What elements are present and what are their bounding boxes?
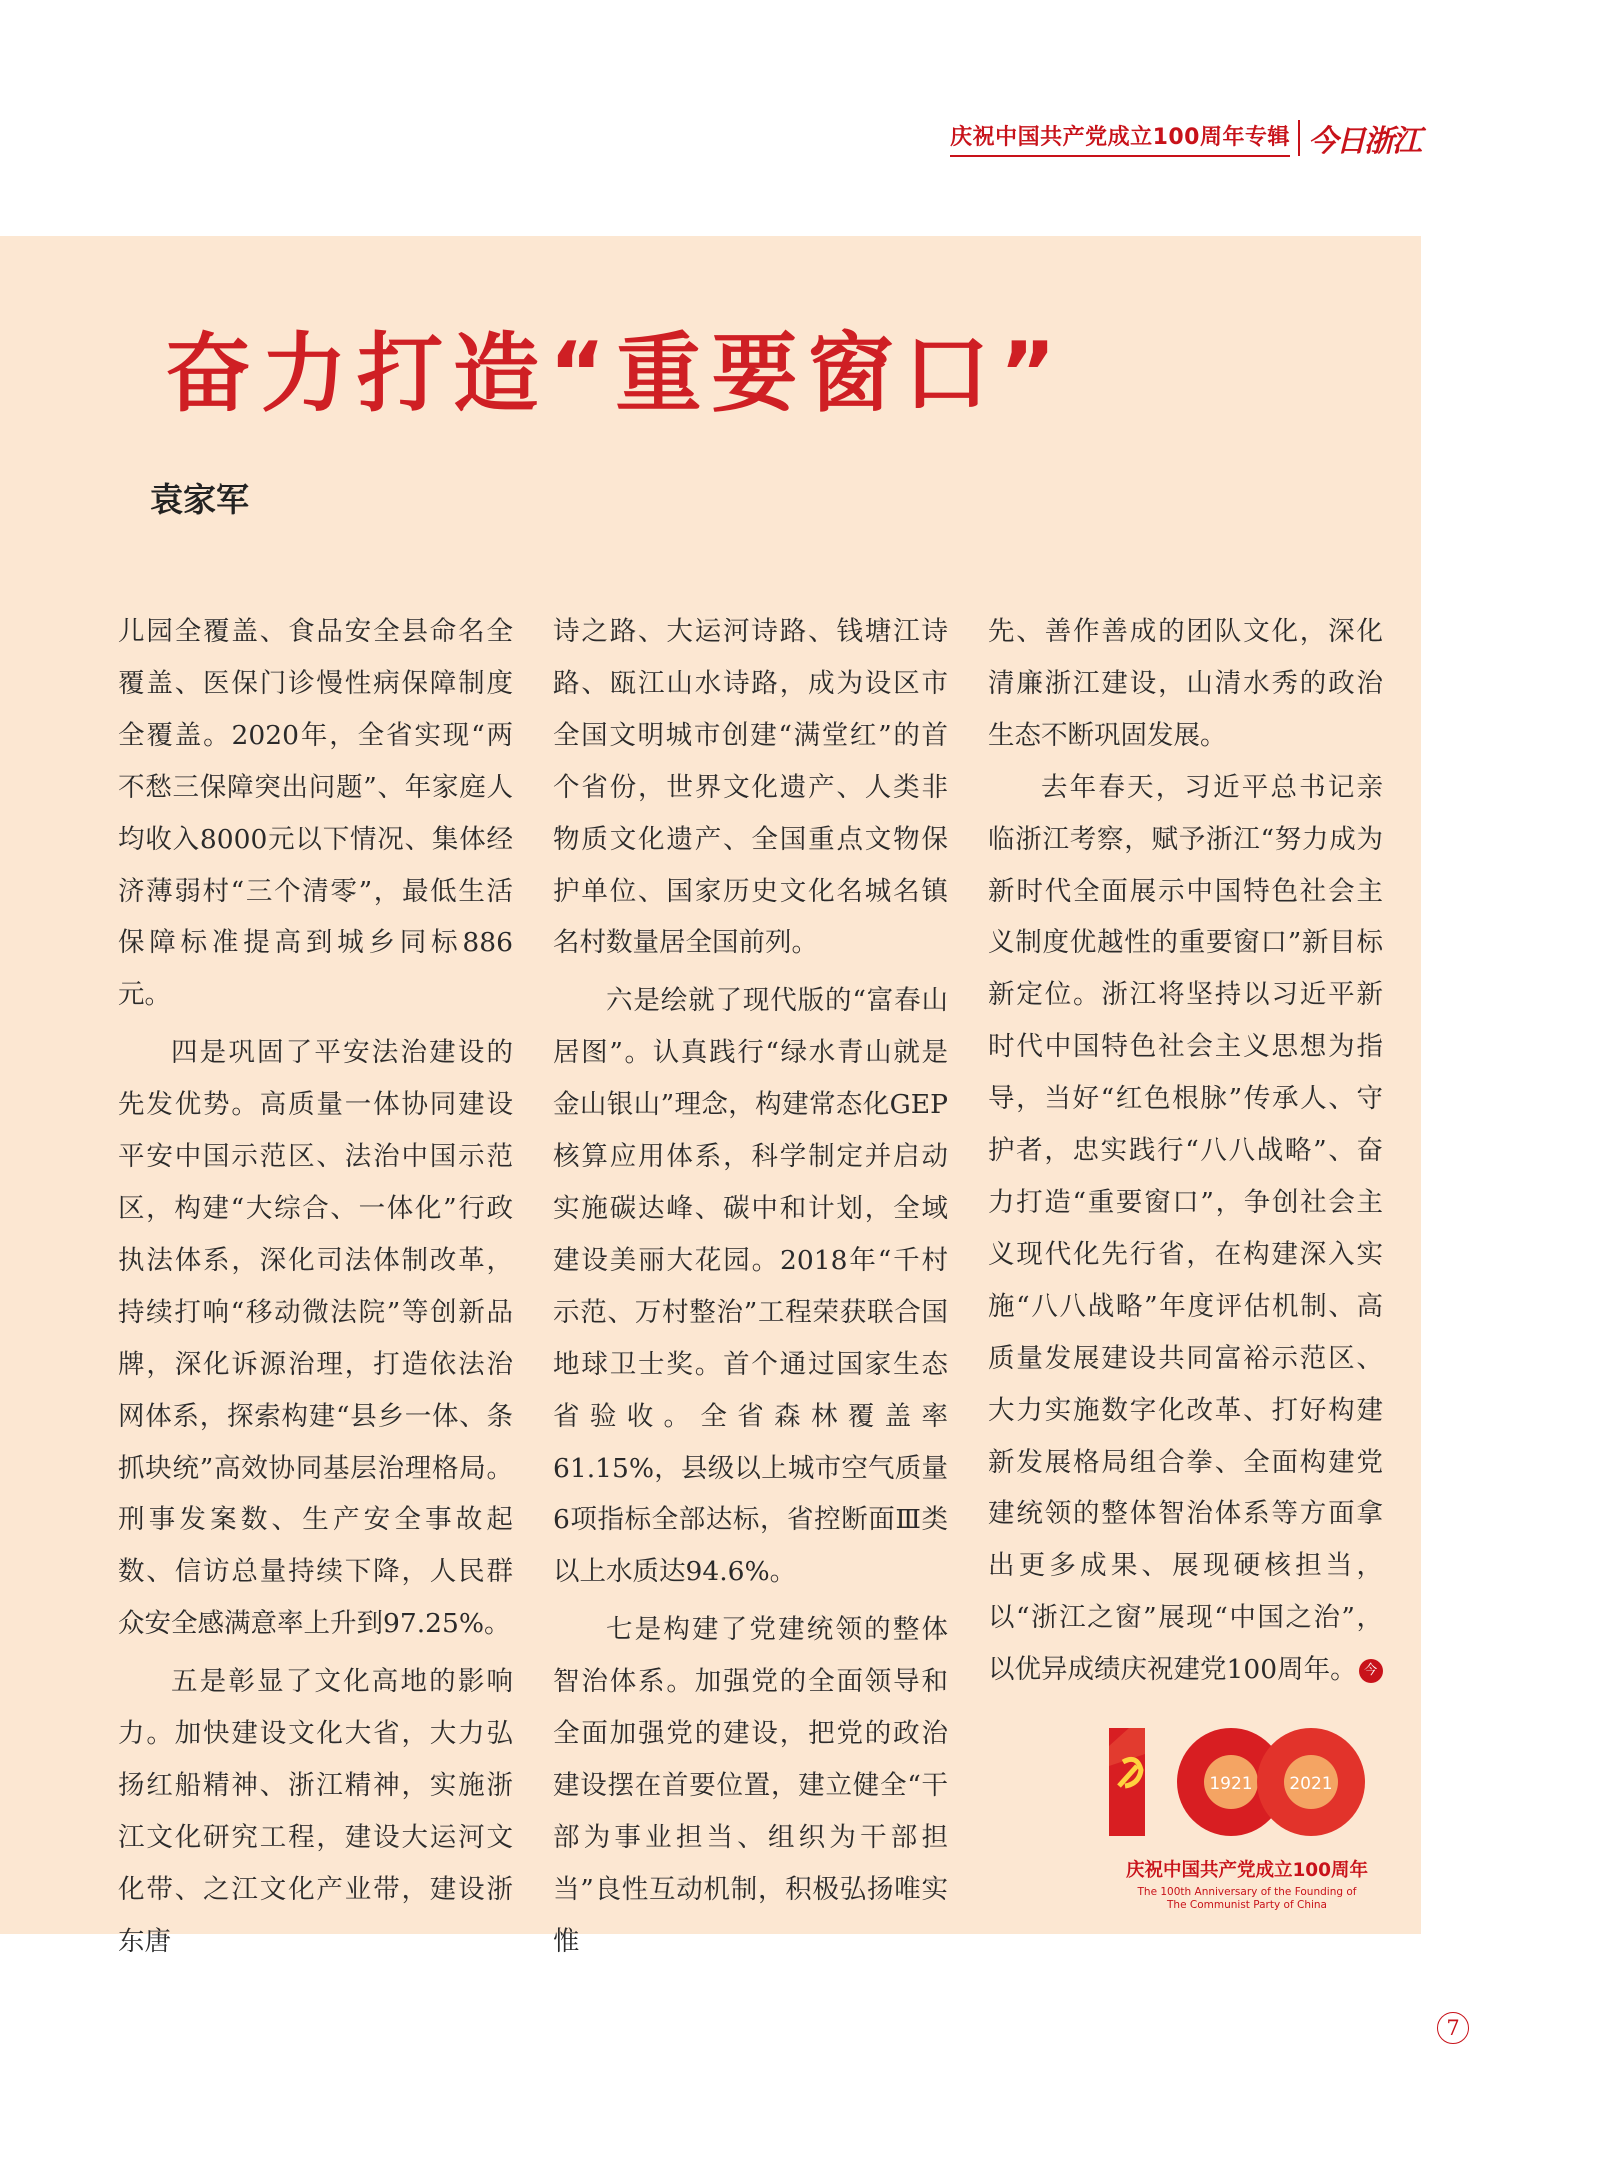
- paragraph: 诗之路、大运河诗路、钱塘江诗路、瓯江山水诗路，成为设区市全国文明城市创建“满堂红”的首个省份，世界文化遗产、人类非物质文化遗产、全国重点文物保护单位、国家历史文化名城名镇名村数量居全国前列。: [553, 616, 948, 959]
- paragraph: 六是绘就了现代版的“富春山居图”。认真践行“绿水青山就是金山银山”理念，构建常态化GEP核算应用体系，科学制定并启动实施碳达峰、碳中和计划，全域建设美丽大花园。2018年“千村示范、万村整治”工程荣获联合国地球卫士奖。首个通过国家生态省验收。全省森林覆盖率61.15%，县级以上城市空气质量6项指标全部达标，省控断面Ⅲ类以上水质达94.6%。: [553, 985, 948, 1588]
- emblem-title-en-line2: The Communist Party of China: [1167, 1899, 1327, 1911]
- emblem-title-cn: 庆祝中国共产党成立100周年: [1125, 1860, 1369, 1881]
- emblem-title-en-line1: The 100th Anniversary of the Founding of: [1137, 1886, 1357, 1898]
- text-column-1: [118, 606, 513, 1968]
- text-column-3: [988, 606, 1383, 1696]
- paragraph: 五是彰显了文化高地的影响力。加快建设文化大省，大力弘扬红船精神、浙江精神，实施浙江文化研究工程，建设大运河文化带、之江文化产业带，建设浙东唐: [118, 1666, 513, 1957]
- article-title: 奋力打造“重要窗口”: [165, 324, 1067, 424]
- paragraph: 先、善作善成的团队文化，深化清廉浙江建设，山清水秀的政治生态不断巩固发展。: [988, 616, 1383, 751]
- special-issue-label: 庆祝中国共产党成立100周年专辑: [950, 120, 1290, 157]
- article-author: 袁家军: [150, 480, 249, 519]
- centenary-100-logo: [1103, 1706, 1391, 1856]
- running-header: [950, 118, 1420, 158]
- paragraph-text: 去年春天，习近平总书记亲临浙江考察，赋予浙江“努力成为新时代全面展示中国特色社会主义制度优越性的重要窗口”新目标新定位。浙江将坚持以习近平新时代中国特色社会主义思想为指导，当好“红色根脉”传承人、守护者，忠实践行“八八战略”、奋力打造“重要窗口”，争创社会主义现代化先行省，在构建深入实施“八八战略”年度评估机制、高质量发展建设共同富裕示范区、大力实施数字化改革、打好构建新发展格局组合拳、全面构建党建统领的整体智治体系等方面拿出更多成果、展现硬核担当，以“浙江之窗”展现“中国之治”，以优异成绩庆祝建党100周年。: [988, 771, 1383, 1686]
- paragraph-final: [988, 762, 1383, 1696]
- end-mark-icon: 今: [1359, 1659, 1383, 1683]
- paragraph: 七是构建了党建统领的整体智治体系。加强党的全面领导和全面加强党的建设，把党的政治建设摆在首要位置，建立健全“干部为事业担当、组织为干部担当”良性互动机制，积极弘扬唯实惟: [553, 1614, 948, 1957]
- paragraph: 儿园全覆盖、食品安全县命名全覆盖、医保门诊慢性病保障制度全覆盖。2020年，全省实现“两不愁三保障突出问题”、年家庭人均收入8000元以下情况、集体经济薄弱村“三个清零”，最低生活保障标准提高到城乡同标886元。: [118, 616, 513, 1011]
- emblem-year-end: 2021: [1289, 1774, 1333, 1794]
- text-column-2: [553, 606, 948, 1968]
- paragraph: 四是巩固了平安法治建设的先发优势。高质量一体协同建设平安中国示范区、法治中国示范区，构建“大综合、一体化”行政执法体系，深化司法体制改革，持续打响“移动微法院”等创新品牌，深化诉源治理，打造依法治网体系，探索构建“县乡一体、条抓块统”高效协同基层治理格局。刑事发案数、生产安全事故起数、信访总量持续下降，人民群众安全感满意率上升到97.25%。: [118, 1037, 513, 1640]
- magazine-logo: 今日浙江: [1308, 124, 1420, 159]
- emblem-year-start: 1921: [1209, 1774, 1253, 1794]
- page-number: 7: [1437, 2012, 1469, 2044]
- centenary-emblem: [1103, 1706, 1391, 1926]
- article-panel: [0, 236, 1421, 1957]
- header-divider: [1298, 120, 1300, 156]
